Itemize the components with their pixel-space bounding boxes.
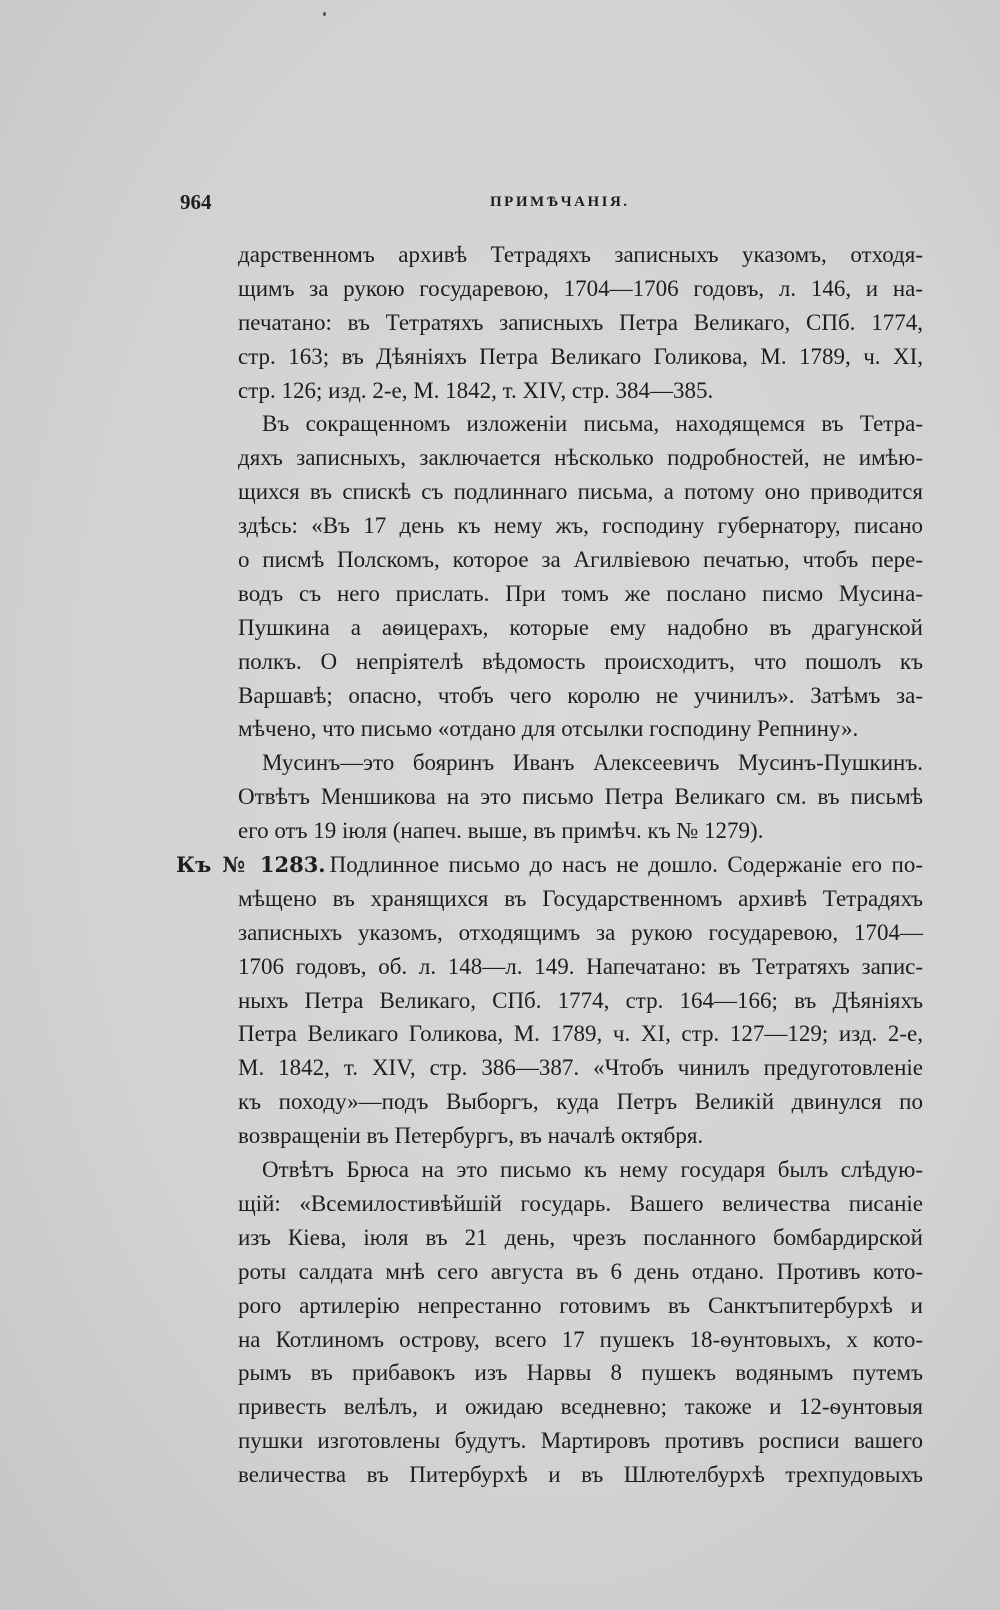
text-line: полкъ. О непріятелѣ вѣдомость происходитъ, что пошолъ къ bbox=[238, 648, 923, 674]
text-line: пушки изготовлены будутъ. Мартировъ противъ росписи вашего bbox=[238, 1428, 923, 1454]
text-line: здѣсь: «Въ 17 день къ нему жъ, господину губернатору, писано bbox=[238, 513, 923, 539]
text-line: къ походу»—подъ Выборгъ, куда Петръ Великій двинулся по bbox=[238, 1089, 923, 1115]
text-line: Отвѣтъ Меншикова на это письмо Петра Великаго см. въ письмѣ bbox=[238, 784, 923, 810]
entry-label: Къ № 1283. bbox=[176, 852, 326, 878]
text-line: М. 1842, т. XIV, стр. 386—387. «Чтобъ чинилъ предуготовленіе bbox=[238, 1055, 923, 1081]
text-line: изъ Кіева, іюля въ 21 день, чрезъ посланного бомбардирской bbox=[238, 1224, 923, 1250]
text-line: щихся въ спискѣ съ подлиннаго письма, а потому оно приводится bbox=[238, 479, 923, 505]
text-line: щимъ за рукою государевою, 1704—1706 годовъ, л. 146, и на- bbox=[238, 275, 923, 301]
paragraph-first-line: Мусинъ—это бояринъ Иванъ Алексеевичъ Мусинъ-Пушкинъ. bbox=[262, 750, 923, 776]
text-line: Варшавѣ; опасно, чтобъ чего королю не учинилъ». Затѣмъ за- bbox=[238, 682, 923, 708]
text-line: мѣщено въ хранящихся въ Государственномъ архивѣ Тетрадяхъ bbox=[238, 885, 923, 911]
paper-speck bbox=[323, 12, 326, 16]
text-line: стр. 163; въ Дѣяніяхъ Петра Великаго Голикова, М. 1789, ч. XI, bbox=[238, 343, 923, 369]
text-line: записныхъ указомъ, отходящимъ за рукою государевою, 1704— bbox=[238, 919, 923, 945]
page-number: 964 bbox=[180, 190, 212, 214]
text-line: 1706 годовъ, об. л. 148—л. 149. Напечатано: въ Тетратяхъ запис- bbox=[238, 953, 923, 979]
text-line: ныхъ Петра Великаго, СПб. 1774, стр. 164—166; въ Дѣяніяхъ bbox=[238, 987, 923, 1013]
text-line: его отъ 19 іюля (напеч. выше, въ примѣч. къ № 1279). bbox=[238, 818, 764, 844]
paragraph-first-line: Въ сокращенномъ изложеніи письма, находящемся въ Тетра- bbox=[262, 411, 923, 437]
text-line: печатано: въ Тетратяхъ записныхъ Петра Великаго, СПб. 1774, bbox=[238, 309, 923, 335]
entry-text: Подлинное письмо до насъ не дошло. Содержаніе его по- bbox=[329, 852, 923, 878]
text-line: рымъ въ прибавокъ изъ Нарвы 8 пушекъ водянымъ путемъ bbox=[238, 1360, 923, 1386]
text-line: мѣчено, что письмо «отдано для отсылки господину Репнину». bbox=[238, 716, 859, 742]
text-line: на Котлиномъ острову, всего 17 пушекъ 18-ѳунтовыхъ, х кото- bbox=[238, 1326, 923, 1352]
running-title: ПРИМѢЧАНІЯ. bbox=[490, 194, 630, 210]
text-line: возвращеніи въ Петербургъ, въ началѣ октября. bbox=[238, 1123, 704, 1149]
text-line: водъ съ него прислать. При томъ же послано писмо Мусина- bbox=[238, 580, 923, 606]
text-line: дяхъ записныхъ, заключается нѣсколько подробностей, не имѣю- bbox=[238, 445, 923, 471]
entry-first-line bbox=[176, 848, 923, 882]
text-line: Петра Великаго Голикова, М. 1789, ч. XI, стр. 127—129; изд. 2-е, bbox=[238, 1021, 923, 1047]
running-head bbox=[0, 190, 1000, 220]
text-line: привесть велѣлъ, и ожидаю вседневно; такоже и 12-ѳунтовыя bbox=[238, 1394, 923, 1420]
body-text bbox=[176, 238, 923, 1492]
text-line: дарственномъ архивѣ Тетрадяхъ записныхъ указомъ, отходя- bbox=[238, 242, 923, 267]
text-line: Пушкина а аѳицерахъ, которые ему надобно въ драгунской bbox=[238, 614, 923, 640]
text-line: стр. 126; изд. 2-е, М. 1842, т. XIV, стр. 384—385. bbox=[238, 377, 714, 403]
text-line: роты салдата мнѣ сего августа въ 6 день отдано. Противъ кото- bbox=[238, 1258, 923, 1284]
text-line: щій: «Всемилостивѣйшій государь. Вашего величества писаніе bbox=[238, 1190, 923, 1216]
paragraph-first-line: Отвѣтъ Брюса на это письмо къ нему государя былъ слѣдую- bbox=[262, 1157, 923, 1183]
text-line: рого артилерію непрестанно готовимъ въ Санктъпитербурхѣ и bbox=[238, 1292, 923, 1318]
text-line: величества въ Питербурхѣ и въ Шлютелбурхѣ трехпудовыхъ bbox=[238, 1462, 923, 1488]
text-line: о писмѣ Полскомъ, которое за Агилвіевою печатью, чтобъ пере- bbox=[238, 547, 923, 573]
